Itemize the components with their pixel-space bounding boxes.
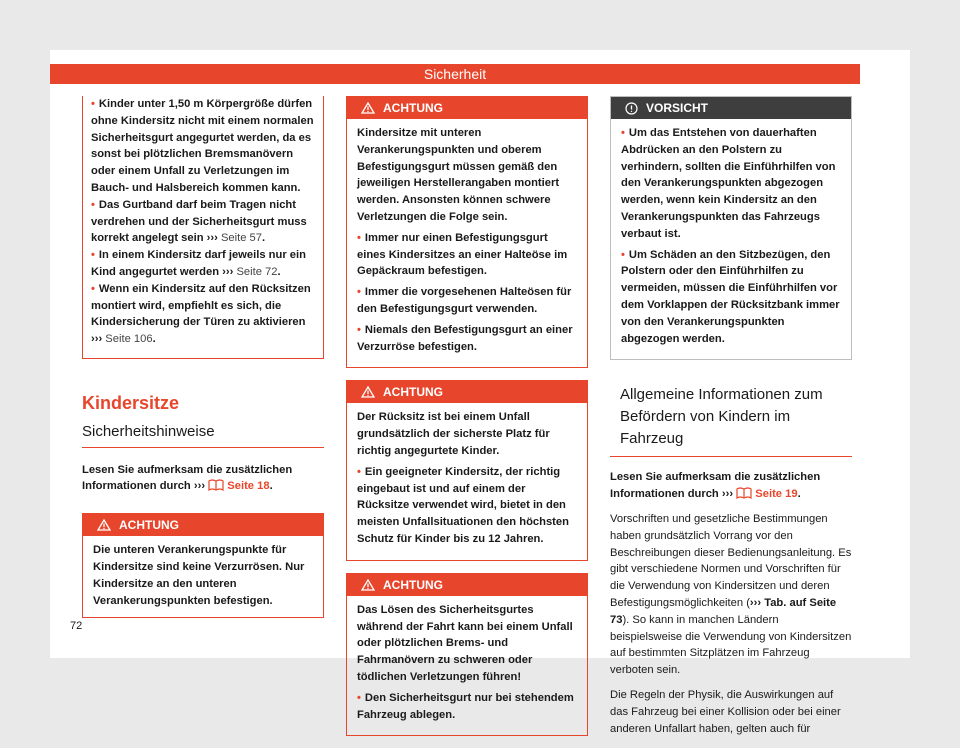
warning-header: ACHTUNG bbox=[347, 97, 587, 119]
warning-box bbox=[346, 96, 588, 368]
book-icon bbox=[736, 487, 752, 499]
page-number: 72 bbox=[70, 620, 83, 632]
warning-box bbox=[82, 513, 324, 618]
section-heading: Allgemeine Informationen zum Befördern von Kindern im Fahrzeug bbox=[610, 384, 852, 457]
body-paragraph: Vorschriften und gesetzliche Bestimmungen haben grundsätzlich Vorrang vor den Beschreibungen dieser Bedienungsanleitung. Es gibt verschiedene Normen und Vorschriften für die Verwendung von Kindersitzen und deren Befestigungsmöglichkeiten (››› Tab. auf Seite 73). So kann in manchen Ländern beispielsweise die Verwendung von Kindersitzen auf bestimmten Sitzplätzen im Fahrzeug verboten sein. bbox=[610, 512, 852, 677]
info-circle-icon bbox=[625, 102, 638, 115]
page-link[interactable]: Seite 106 bbox=[105, 333, 153, 346]
warning-body bbox=[347, 119, 587, 367]
bullet-item: • Ein geeigneter Kindersitz, der richtig eingebaut ist und auf einem der Rücksitze verwendet wird, bietet in den meisten Unfallsituationen den höchsten Schutz für Kinder bis zu 12 Jahren. bbox=[357, 465, 569, 545]
warning-body bbox=[347, 596, 587, 736]
warning-header: ACHTUNG bbox=[347, 381, 587, 403]
bullet-item: • Niemals den Befestigungsgurt an einer Verzurröse befestigen. bbox=[357, 323, 573, 353]
warning-box bbox=[346, 573, 588, 737]
warning-text: Die unteren Verankerungspunkte für Kindersitze sind keine Verzurrösen. Nur Kindersitze an den unteren Verankerungspunkten befestigen. bbox=[93, 544, 305, 607]
page-link[interactable]: Seite 19 bbox=[755, 488, 798, 501]
bullet-item: • Um das Entstehen von dauerhaften Abdrücken an den Polstern zu verhindern, sollten die Einführhilfen von den Verankerungspunkten abgezogen werden, wenn kein Kindersitz an den Verankerungspunkten das Fahrzeugs verbaut ist. bbox=[621, 127, 836, 240]
page-link[interactable]: Seite 18 bbox=[227, 480, 270, 493]
warning-box bbox=[346, 380, 588, 560]
bullet-item: • Kinder unter 1,50 m Körpergröße dürfen ohne Kindersitz nicht mit einem normalen Sicherheitsgurt angegurtet werden, da es sonst bei plötzlichen Bremsmanövern oder einem Unfall zu Verletzungen im Bauch- und Halsbereich kommen kann. bbox=[91, 98, 314, 194]
bullet-item: • Das Gurtband darf beim Tragen nicht verdrehen und der Sicherheitsgurt muss korrekt angelegt sein ››› Seite 57. bbox=[91, 198, 307, 245]
lead-text: Lesen Sie aufmerksam die zusätzlichen Informationen durch ››› Seite 18. bbox=[82, 463, 293, 493]
body-paragraph: Die Regeln der Physik, die Auswirkungen auf das Fahrzeug bei einer Kollision oder bei einer anderen Unfallart haben, gelten auch für bbox=[610, 688, 841, 735]
column-3 bbox=[610, 96, 852, 745]
warning-header: ACHTUNG bbox=[347, 574, 587, 596]
column-2 bbox=[346, 96, 588, 748]
caution-body bbox=[611, 119, 851, 359]
warning-icon bbox=[361, 579, 375, 591]
caution-box bbox=[610, 96, 852, 360]
chapter-header: Sicherheit bbox=[50, 64, 860, 84]
bullet-item: • Immer die vorgesehenen Halteösen für den Befestigungsgurt verwenden. bbox=[357, 286, 572, 315]
warning-text: Kindersitze mit unteren Verankerungspunkten und oberem Befestigungsgurt müssen gemäß den jeweiligen Herstellerangaben montiert werden. Ansonsten können schwere Verletzungen die Folge sein. bbox=[357, 127, 560, 223]
bullet-item: • In einem Kindersitz darf jeweils nur ein Kind angegurtet werden ››› Seite 72. bbox=[91, 249, 306, 278]
subsection-title: Sicherheitshinweise bbox=[82, 424, 324, 448]
warning-header: ACHTUNG bbox=[83, 514, 323, 536]
caution-header: VORSICHT bbox=[611, 97, 851, 119]
book-icon bbox=[208, 479, 224, 491]
intro-bullet-box bbox=[82, 96, 324, 359]
page-link[interactable]: Seite 57 bbox=[220, 232, 262, 245]
warning-icon bbox=[97, 519, 111, 531]
warning-icon bbox=[361, 102, 375, 114]
bullet-item: • Um Schäden an den Sitzbezügen, den Polstern oder den Einführhilfen zu vermeiden, müssen die Einführhilfen vor dem Vorklappen der Rücksitzbank immer von den Verankerungspunkten abgezogen werden. bbox=[621, 248, 840, 345]
column-1 bbox=[82, 96, 324, 630]
warning-text: Der Rücksitz ist bei einem Unfall grundsätzlich der sicherste Platz für richtig angegurtete Kinder. bbox=[357, 411, 550, 457]
warning-body bbox=[347, 403, 587, 559]
table-link[interactable]: ››› Tab. auf Seite 73 bbox=[610, 596, 837, 626]
lead-text: Lesen Sie aufmerksam die zusätzlichen Informationen durch ››› Seite 19. bbox=[610, 471, 821, 501]
bullet-item: • Immer nur einen Befestigungsgurt eines Kindersitzes an einer Halteöse im Gepäckraum befestigen. bbox=[357, 231, 568, 278]
warning-text: Das Lösen des Sicherheitsgurtes während der Fahrt kann bei einem Unfall oder plötzlichen Brems- und Fahrmanövern zu schweren oder tödlichen Verletzungen führen! bbox=[357, 603, 573, 683]
bullet-item: • Wenn ein Kindersitz auf den Rücksitzen montiert wird, empfiehlt es sich, die Kindersicherung der Türen zu aktivieren ››› Seite 106. bbox=[91, 282, 311, 346]
warning-icon bbox=[361, 386, 375, 398]
bullet-item: • Den Sicherheitsgurt nur bei stehendem Fahrzeug ablegen. bbox=[357, 691, 574, 721]
section-title: Kindersitze bbox=[82, 392, 180, 413]
page-link[interactable]: Seite 72 bbox=[236, 265, 278, 278]
